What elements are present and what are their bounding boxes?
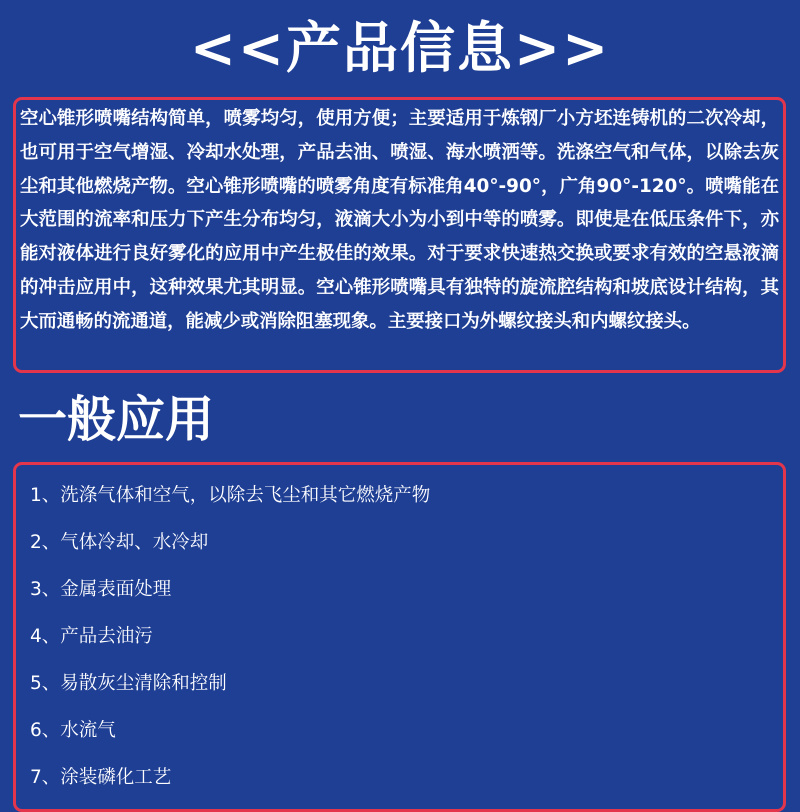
applications-panel — [13, 462, 786, 812]
application-item: 3、金属表面处理 — [30, 579, 172, 600]
application-item: 5、易散灰尘清除和控制 — [30, 673, 227, 694]
product-description-text: 空心锥形喷嘴结构简单，喷雾均匀，使用方便；主要适用于炼钢厂小方坯连铸机的二次冷却，也可用于空气增湿、冷却水处理，产品去油、喷湿、海水喷洒等。洗涤空气和气体，以除去灰尘和其他燃烧产物。空心锥形喷嘴的喷雾角度有标准角40°-90°，广角90°-120°。喷嘴能在大范围的流率和压力下产生分布均匀，液滴大小为小到中等的喷雾。即使是在低压条件下，亦能对液体进行良好雾化的应用中产生极佳的效果。对于要求快速热交换或要求有效的空悬液滴的冲击应用中，这种效果尤其明显。空心锥形喷嘴具有独特的旋流腔结构和坡底设计结构，其大而通畅的流通道，能减少或消除阻塞现象。主要接口为外螺纹接头和内螺纹接头。 — [20, 108, 779, 332]
applications-list — [16, 479, 783, 808]
applications-heading: 一般应用 — [18, 391, 215, 448]
product-description-panel — [13, 97, 786, 373]
page-title: <<产品信息>> — [189, 16, 611, 80]
application-item: 1、洗涤气体和空气，以除去飞尘和其它燃烧产物 — [30, 485, 431, 506]
application-item: 2、气体冷却、水冷却 — [30, 532, 209, 553]
application-item: 7、涂装磷化工艺 — [30, 767, 172, 788]
application-item: 6、水流气 — [30, 720, 116, 741]
application-item: 4、产品去油污 — [30, 626, 153, 647]
